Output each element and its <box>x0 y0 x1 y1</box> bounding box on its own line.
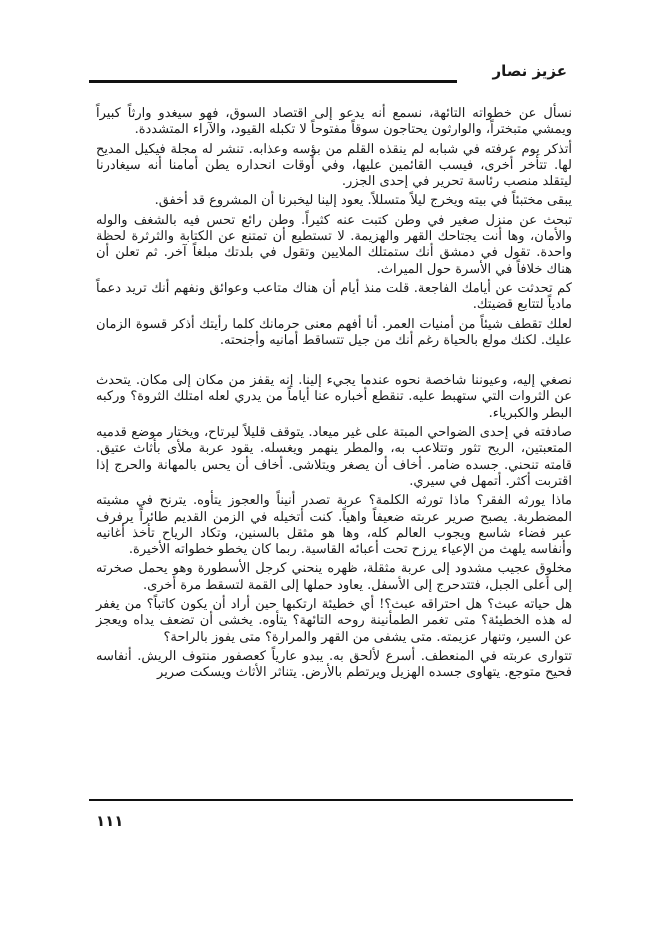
paragraph: لعلك تقطف شيئاً من أمنيات العمر. أنا أفهم معنى حرمانك كلما رأيتك أذكر قسوة الزمان عليك. لكنك مولع بالحياة رغم أنك من جيل تتساقط أمانيه وأجنحته. <box>96 316 572 348</box>
paragraph: هل حياته عبث؟ هل احتراقه عبث؟! أي خطيئة ارتكبها حين أراد أن يكون كاتباً؟ من يغفر له هذه الخطيئة؟ متى تغمر الطمأنينة روحه التائهة؟ يتأوه. يخشى أن تضعف يداه ويعجز عن السير، وتنهار عزيمته. متى يشفى من القهر والمرارة؟ متى يفوز بالراحة؟ <box>96 597 572 645</box>
paragraph: يبقى مختبئاً في بيته ويخرج ليلاً متسللاً. يعود إلينا ليخبرنا أن المشروع قد أخفق. <box>154 193 572 209</box>
paragraph: ماذا يورثه الفقر؟ ماذا تورثه الكلمة؟ عربة تصدر أنيناً والعجوز يتأوه. يترنح في مشيته المضطربة. يصبح صرير عربته ضعيفاً واهياً. كنت أتخيله في الزمن القديم طائراً يرفرف عبر فضاء شاسع ويجوب العالم كله، وها هو مثقل بالسنين، وتكاد الرياح تأخذ أغانيه وأنفاسه يلهث من الإعياء يرزح تحت أعبائه القاسية. ربما كان يخطو خطواته الأخيرة. <box>96 493 572 558</box>
paragraph: أتذكر يوم عرفته في شبابه لم ينقذه القلم من بؤسه وعذابه. تنشر له مجلة فيكيل المديح لها. تتأخر أخرى، فيسب القائمين عليها، وفي أوقات انحداره يطن أمامنا أنه سيغادرنا ليتقلد منصب رئاسة تحرير في إحدى الجزر. <box>96 141 572 190</box>
page-number: ١١١ <box>96 812 124 830</box>
running-header-author: عزيز نصار <box>492 62 567 80</box>
paragraph: مخلوق عجيب مشدود إلى عربة مثقلة، ظهره ينحني كرجل الأسطورة وهو يحمل صخرته إلى أعلى الجبل، فتتدحرج إلى الأسفل. يعاود حملها إلى القمة لتسقط مرة أخرى. <box>96 561 572 593</box>
page-body <box>96 106 572 685</box>
paragraph: تبحث عن منزل صغير في وطن كتبت عنه كثيراً. وطن رائع تحس فيه بالشغف والوله والأمان، وها أنت يجتاحك القهر والهزيمة. لا تستطيع أن تمتنع عن الكتابة والثرثرة لحظة واحدة. تقول في دمشق أنك ستمتلك الملايين وتقول في بلدتك مبلغاً آخر. ثم تعلن أن هناك خلافاً في الأسرة حول الميراث. <box>96 212 572 277</box>
paragraph: نسأل عن خطواته التائهة، نسمع أنه يدعو إلى اقتصاد السوق، فهو سيغدو وارثاً كبيراً ويمشي متبختراً، والوارثون يحتاجون سوقاً مفتوحاً لا تكبله القيود، والآراء المتشددة. <box>96 106 572 138</box>
paragraph: تتوارى عربته في المنعطف. أسرع لألحق به. يبدو عارياً كعصفور منتوف الريش. أنفاسه فحيح متوجع. يتهاوى جسده الهزيل ويرتطم بالأرض. يتناثر الأثاث ويسكت صرير <box>96 648 572 681</box>
header-rule <box>89 80 457 83</box>
paragraph: نصغي إليه، وعيوننا شاخصة نحوه عندما يجيء إلينا. إنه يقفز من مكان إلى مكان. يتحدث عن الثروات التي ستهبط عليه. تنقطع أخباره عنا أياماً من يدري لعله امتلك الثروة؟ وركبه البطر والكبرياء. <box>96 373 572 421</box>
footer-rule <box>89 799 573 801</box>
paragraph: كم تحدثت عن أيامك الفاجعة. قلت منذ أيام أن هناك متاعب وعوائق ونفهم أنك تريد دعماً مادياً لتتابع قضيتك. <box>96 280 572 313</box>
paragraph: صادفته في إحدى الضواحي المبتة على غير ميعاد. يتوقف قليلاً ليرتاح، ويختار موضع قدميه المتعبتين، الريح تثور وتتلاعب به، والمطر ينهمر ويغسله. يقود عربة ملأى بأثاث عتيق. قامته تنحني. جسده ضامر. أخاف أن يصغر ويتلاشى. أخاف أن يحس بالمهانة والحرج إذا اقتربت أكثر. أتمهل في سيري. <box>96 425 572 489</box>
